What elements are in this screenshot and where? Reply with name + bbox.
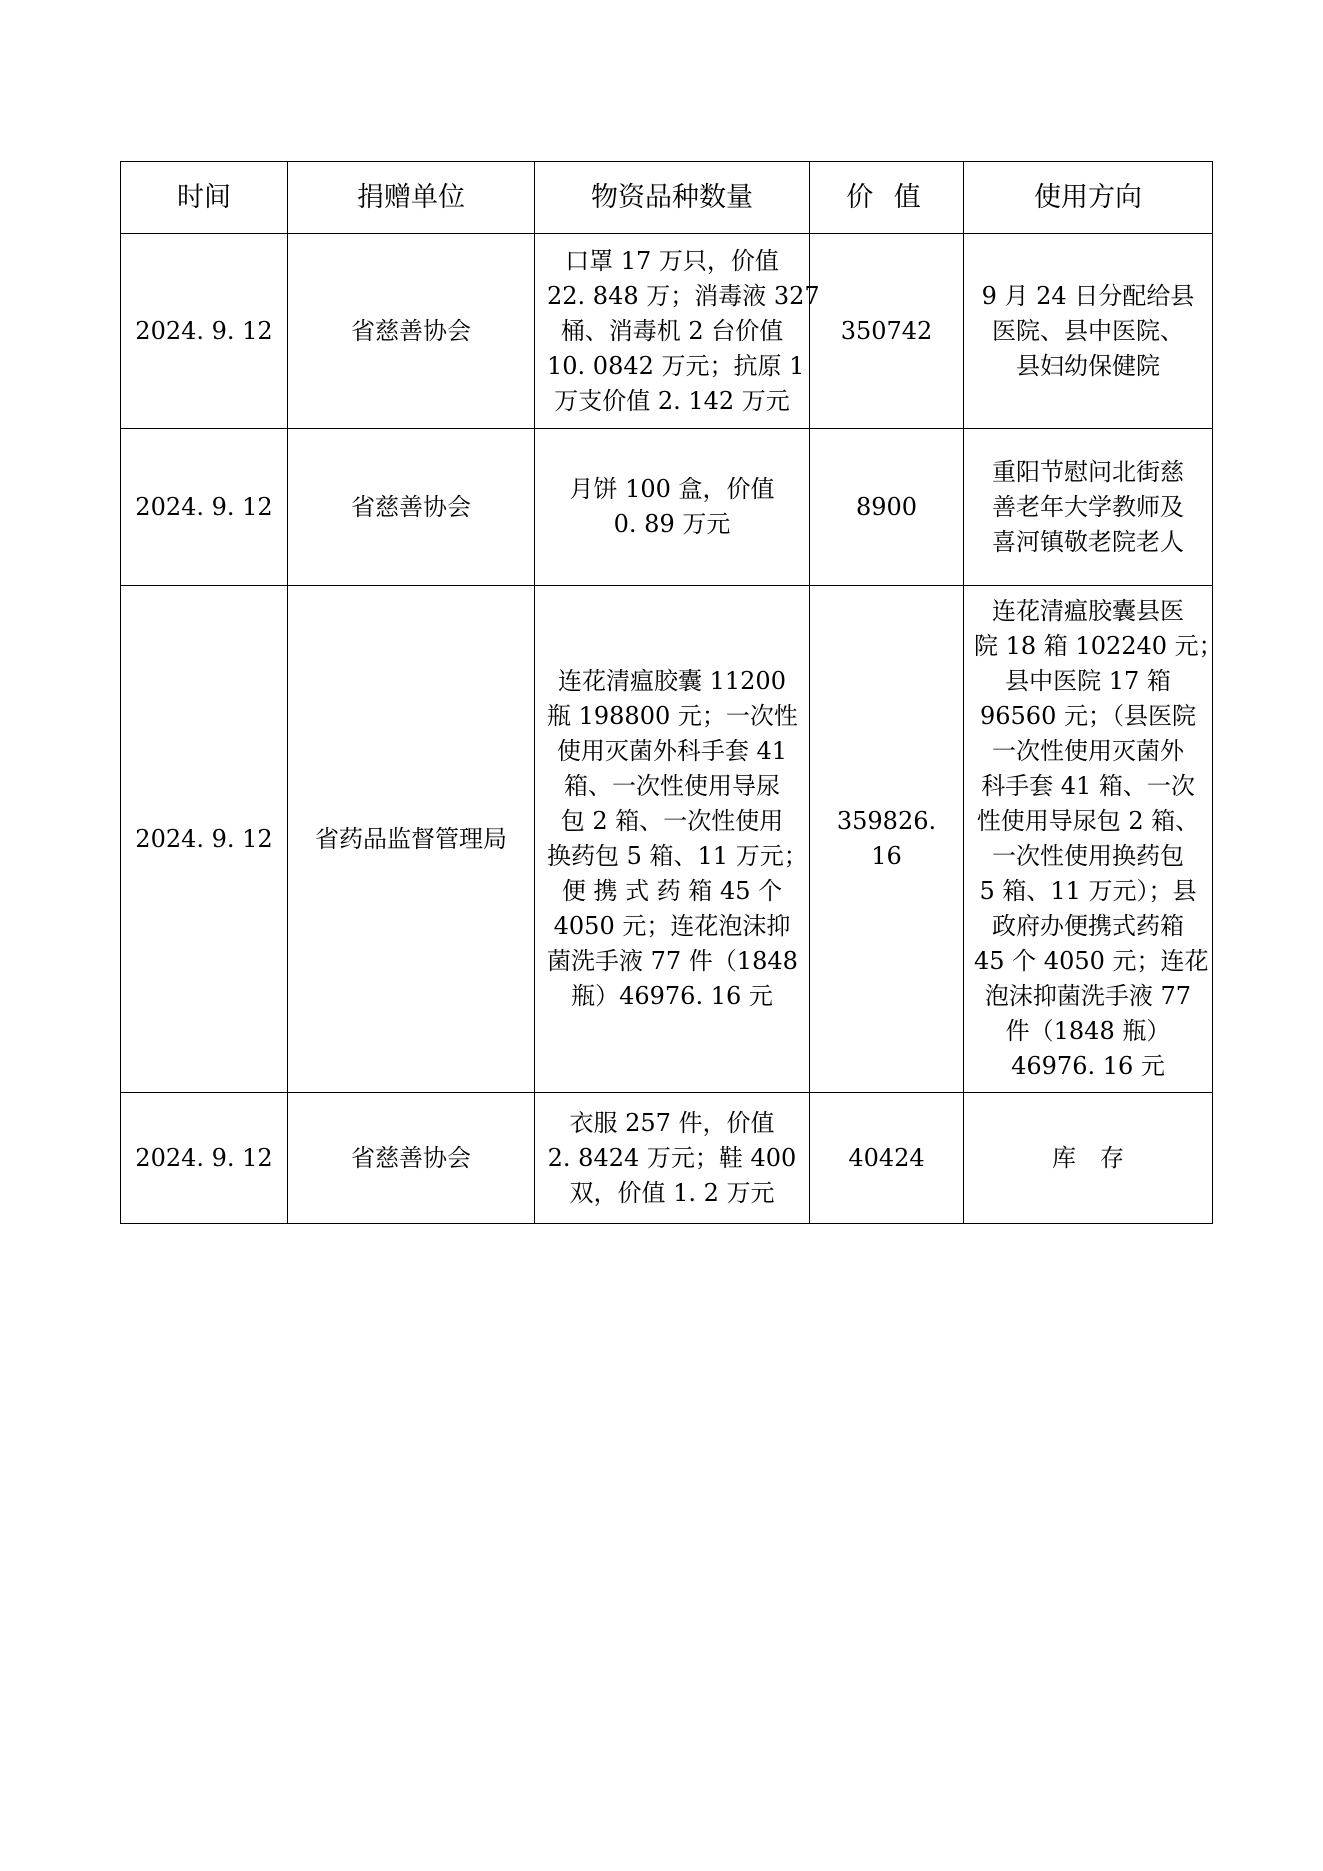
- cell-donor: 省慈善协会: [288, 429, 535, 586]
- items-line: 箱、一次性使用导尿: [564, 772, 780, 800]
- usage-line: 46976. 16 元: [1011, 1052, 1165, 1080]
- cell-value: 359826. 16: [810, 586, 964, 1093]
- items-line: 便 携 式 药 箱 45 个: [561, 877, 783, 905]
- usage-line: 重阳节慰问北街慈: [992, 457, 1184, 486]
- items-line: 菌洗手液 77 件（1848: [547, 947, 798, 975]
- usage-line: 性使用导尿包 2 箱、: [976, 807, 1200, 835]
- items-line: 双，价值 1. 2 万元: [569, 1178, 775, 1207]
- cell-items: [535, 429, 810, 586]
- items-line: 4050 元；连花泡沫抑: [553, 912, 791, 940]
- usage-line: 9 月 24 日分配给县: [981, 281, 1195, 310]
- header-date: 时间: [121, 162, 288, 234]
- usage-line: 96560 元；（县医院: [980, 702, 1196, 730]
- items-line: 换药包 5 箱、11 万元；: [547, 842, 808, 870]
- cell-date: 2024. 9. 12: [121, 234, 288, 429]
- usage-line: 喜河镇敬老院老人: [992, 527, 1184, 556]
- cell-items: [535, 234, 820, 429]
- usage-line: 县妇幼保健院: [1016, 351, 1160, 380]
- items-line: 22. 848 万；消毒液 327: [547, 281, 820, 310]
- cell-value: 40424: [810, 1093, 964, 1224]
- cell-donor: 省慈善协会: [288, 234, 535, 429]
- items-line: 连花清瘟胶囊 11200: [558, 667, 786, 695]
- usage-line: 5 箱、11 万元）；县: [979, 877, 1197, 905]
- items-line: 衣服 257 件，价值: [569, 1108, 775, 1137]
- header-usage: 使用方向: [964, 162, 1213, 234]
- usage-line: 库 存: [1052, 1143, 1124, 1172]
- cell-date: 2024. 9. 12: [121, 429, 288, 586]
- table-row: [121, 429, 1213, 586]
- cell-usage: [964, 1093, 1213, 1224]
- header-donor: 捐赠单位: [288, 162, 535, 234]
- usage-line: 件（1848 瓶）: [1005, 1017, 1171, 1045]
- cell-items: [535, 1093, 810, 1224]
- usage-line: 科手套 41 箱、一次: [981, 772, 1195, 800]
- usage-line: 医院、县中医院、: [992, 316, 1184, 345]
- donation-table: [120, 161, 1223, 1224]
- cell-usage: [964, 429, 1213, 586]
- items-line: 10. 0842 万元；抗原 1: [547, 351, 805, 380]
- cell-value: 350742: [810, 234, 964, 429]
- usage-line: 善老年大学教师及: [992, 492, 1184, 521]
- items-line: 包 2 箱、一次性使用: [560, 807, 784, 835]
- usage-line: 院 18 箱 102240 元；: [974, 632, 1223, 660]
- items-line: 口罩 17 万只，价值: [565, 246, 779, 275]
- table-row: [121, 234, 1213, 429]
- items-line: 0. 89 万元: [613, 510, 731, 538]
- cell-usage: [964, 586, 1223, 1093]
- cell-date: 2024. 9. 12: [121, 1093, 288, 1224]
- usage-line: 政府办便携式药箱: [992, 912, 1184, 940]
- table-header-row: [121, 162, 1213, 234]
- cell-value: 8900: [810, 429, 964, 586]
- items-line: 瓶 198800 元；一次性: [547, 702, 798, 730]
- header-items: 物资品种数量: [535, 162, 810, 234]
- usage-line: 县中医院 17 箱: [1005, 667, 1171, 695]
- items-line: 2. 8424 万元；鞋 400: [547, 1143, 797, 1172]
- usage-line: 一次性使用换药包: [992, 842, 1184, 870]
- table-row: [121, 586, 1213, 1093]
- cell-items: [535, 586, 810, 1093]
- items-line: 月饼 100 盒，价值: [569, 475, 775, 503]
- usage-line: 一次性使用灭菌外: [992, 737, 1184, 765]
- table-row: [121, 1093, 1213, 1224]
- items-line: 瓶）46976. 16 元: [571, 982, 773, 1010]
- usage-line: 45 个 4050 元；连花: [974, 947, 1209, 975]
- cell-donor: 省慈善协会: [288, 1093, 535, 1224]
- header-value: 价 值: [810, 162, 964, 234]
- usage-line: 连花清瘟胶囊县医: [992, 597, 1184, 625]
- cell-usage: [964, 234, 1213, 429]
- cell-donor: 省药品监督管理局: [288, 586, 535, 1093]
- usage-line: 泡沫抑菌洗手液 77: [984, 982, 1192, 1010]
- items-line: 使用灭菌外科手套 41: [556, 737, 788, 765]
- cell-date: 2024. 9. 12: [121, 586, 288, 1093]
- items-line: 桶、消毒机 2 台价值: [560, 316, 784, 345]
- items-line: 万支价值 2. 142 万元: [554, 386, 790, 415]
